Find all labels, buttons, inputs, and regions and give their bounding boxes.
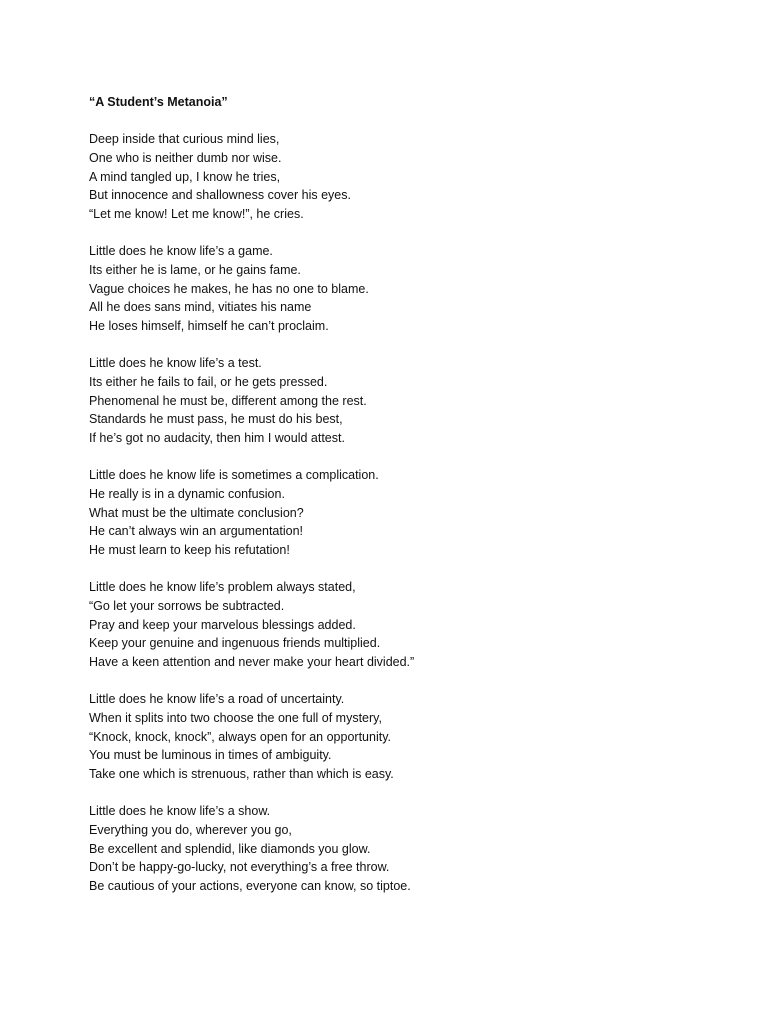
poem-line: Its either he is lame, or he gains fame. bbox=[89, 262, 301, 277]
poem-page bbox=[89, 93, 729, 914]
poem-line: “Knock, knock, knock”, always open for an opportunity. bbox=[89, 729, 392, 744]
stanza-1 bbox=[89, 130, 729, 224]
poem-line: If he’s got no audacity, then him I would attest. bbox=[89, 431, 345, 446]
poem-line: Everything you do, wherever you go, bbox=[89, 822, 292, 837]
stanza-6 bbox=[89, 690, 729, 784]
poem-line: “Let me know! Let me know!”, he cries. bbox=[89, 207, 304, 222]
poem-line: Pray and keep your marvelous blessings added. bbox=[89, 617, 356, 632]
poem-line: When it splits into two choose the one full of mystery, bbox=[89, 710, 382, 725]
poem-title: “A Student’s Metanoia” bbox=[89, 95, 228, 109]
poem-line: Little does he know life’s a game. bbox=[89, 243, 273, 258]
poem-line: Have a keen attention and never make your heart divided.” bbox=[89, 655, 415, 670]
poem-line: All he does sans mind, vitiates his name bbox=[89, 300, 312, 315]
poem-line: Take one which is strenuous, rather than which is easy. bbox=[89, 767, 394, 782]
stanza-7 bbox=[89, 802, 729, 896]
poem-line: Keep your genuine and ingenuous friends multiplied. bbox=[89, 636, 381, 651]
poem-line: Vague choices he makes, he has no one to blame. bbox=[89, 281, 369, 296]
stanza-5 bbox=[89, 578, 729, 672]
poem-line: A mind tangled up, I know he tries, bbox=[89, 169, 281, 184]
poem-line: Be cautious of your actions, everyone can know, so tiptoe. bbox=[89, 879, 411, 894]
poem-line: What must be the ultimate conclusion? bbox=[89, 505, 304, 520]
stanza-4 bbox=[89, 466, 729, 560]
poem-line: But innocence and shallowness cover his eyes. bbox=[89, 188, 351, 203]
poem-line: Standards he must pass, he must do his best, bbox=[89, 412, 343, 427]
poem-line: Don’t be happy-go-lucky, not everything’s a free throw. bbox=[89, 860, 390, 875]
poem-line: Little does he know life is sometimes a complication. bbox=[89, 467, 379, 482]
poem-line: Little does he know life’s a show. bbox=[89, 803, 271, 818]
poem-line: He really is in a dynamic confusion. bbox=[89, 486, 285, 501]
poem-line: Little does he know life’s a road of uncertainty. bbox=[89, 691, 345, 706]
poem-line: He can’t always win an argumentation! bbox=[89, 524, 304, 539]
poem-line: Its either he fails to fail, or he gets pressed. bbox=[89, 374, 328, 389]
poem-line: He must learn to keep his refutation! bbox=[89, 543, 290, 558]
poem-line: Phenomenal he must be, different among the rest. bbox=[89, 393, 367, 408]
poem-line: “Go let your sorrows be subtracted. bbox=[89, 598, 285, 613]
poem-line: He loses himself, himself he can’t proclaim. bbox=[89, 319, 329, 334]
poem-line: Little does he know life’s problem always stated, bbox=[89, 579, 356, 594]
poem-line: Little does he know life’s a test. bbox=[89, 355, 262, 370]
stanza-3 bbox=[89, 354, 729, 448]
poem-line: You must be luminous in times of ambiguity. bbox=[89, 748, 332, 763]
poem-line: One who is neither dumb nor wise. bbox=[89, 150, 282, 165]
poem-line: Be excellent and splendid, like diamonds you glow. bbox=[89, 841, 371, 856]
stanza-2 bbox=[89, 242, 729, 336]
poem-line: Deep inside that curious mind lies, bbox=[89, 132, 280, 146]
